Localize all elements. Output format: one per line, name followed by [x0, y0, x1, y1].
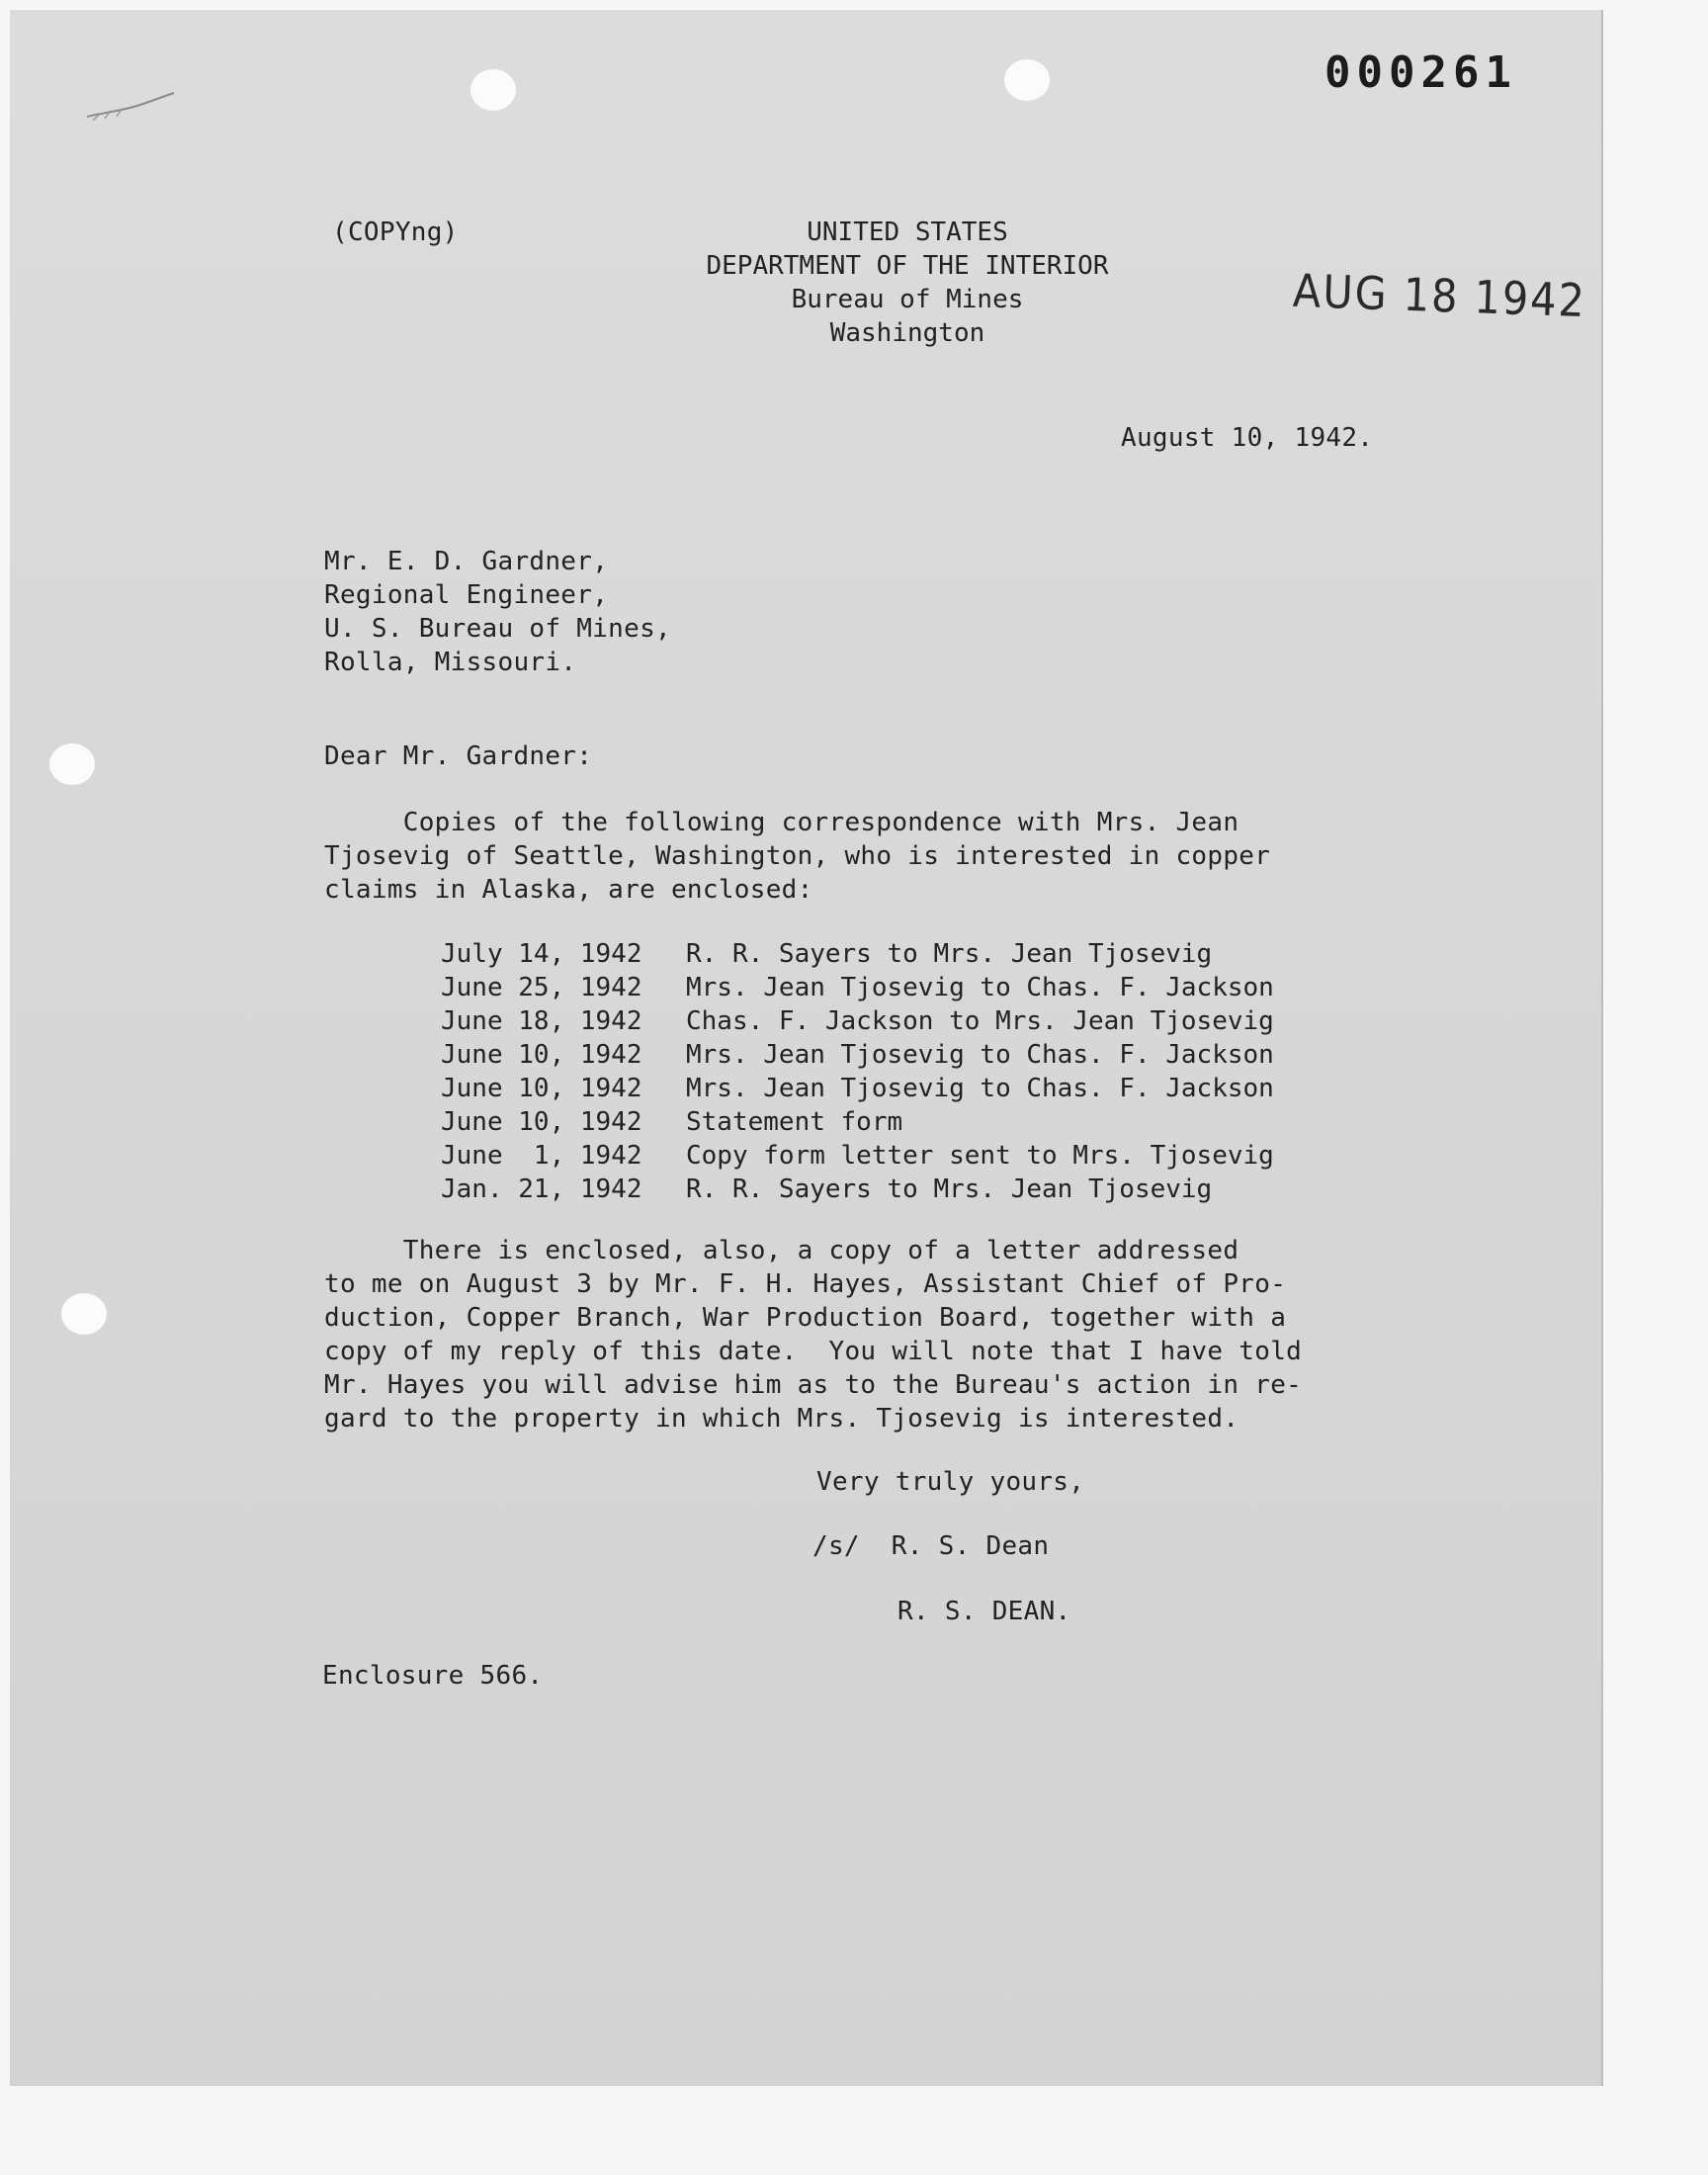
closing: Very truly yours,	[816, 1467, 1085, 1497]
item-description: Mrs. Jean Tjosevig to Chas. F. Jackson	[686, 1074, 1274, 1103]
pencil-mark-icon	[83, 87, 178, 127]
item-description: Statement form	[686, 1107, 903, 1137]
signature-line: /s/ R. S. Dean	[812, 1531, 1050, 1561]
item-date: June 10, 1942	[441, 1040, 642, 1070]
address-line: Regional Engineer,	[324, 580, 609, 610]
item-description: Chas. F. Jackson to Mrs. Jean Tjosevig	[686, 1006, 1274, 1036]
item-date: June 18, 1942	[441, 1006, 642, 1036]
paragraph-line: Copies of the following correspondence with Mrs. Jean	[324, 808, 1239, 837]
letterhead-line: DEPARTMENT OF THE INTERIOR	[706, 251, 1109, 281]
punch-hole	[1004, 59, 1050, 101]
item-date: June 10, 1942	[441, 1074, 642, 1103]
list-item	[441, 1139, 1274, 1173]
list-item	[441, 1038, 1274, 1072]
recipient-address	[324, 545, 671, 679]
received-date-stamp: AUG 18 1942	[1292, 263, 1587, 328]
item-description: R. R. Sayers to Mrs. Jean Tjosevig	[686, 1174, 1213, 1204]
letterhead-line: Washington	[829, 318, 985, 348]
list-item	[441, 1004, 1274, 1038]
item-date: June 1, 1942	[441, 1141, 642, 1171]
punch-hole	[61, 1293, 107, 1335]
list-item	[441, 1105, 1274, 1139]
paragraph-line: There is enclosed, also, a copy of a letter addressed	[324, 1236, 1239, 1265]
address-line: Rolla, Missouri.	[324, 648, 577, 677]
address-line: U. S. Bureau of Mines,	[324, 614, 671, 644]
document-page	[10, 10, 1603, 2086]
salutation: Dear Mr. Gardner:	[324, 741, 593, 771]
list-item	[441, 1173, 1274, 1206]
punch-hole	[470, 69, 516, 111]
enclosure-note: Enclosure 566.	[322, 1661, 544, 1691]
item-description: Copy form letter sent to Mrs. Tjosevig	[686, 1141, 1274, 1171]
item-date: June 10, 1942	[441, 1107, 642, 1137]
item-description: Mrs. Jean Tjosevig to Chas. F. Jackson	[686, 973, 1274, 1002]
body-paragraph-2	[324, 1234, 1352, 1436]
signer-name: R. S. DEAN.	[897, 1597, 1071, 1626]
letterhead-line: UNITED STATES	[807, 218, 1008, 247]
letterhead-line: Bureau of Mines	[791, 285, 1024, 314]
copy-mark: (COPYng)	[332, 218, 459, 247]
item-date: Jan. 21, 1942	[441, 1174, 642, 1204]
document-number-stamp: 000261	[1324, 47, 1517, 98]
item-date: July 14, 1942	[441, 939, 642, 969]
paragraph-line: copy of my reply of this date. You will note that I have told	[324, 1337, 1303, 1366]
address-line: Mr. E. D. Gardner,	[324, 547, 609, 576]
list-item	[441, 937, 1274, 971]
paragraph-line: Mr. Hayes you will advise him as to the Bureau's action in re-	[324, 1370, 1303, 1400]
body-paragraph-1	[324, 806, 1352, 907]
list-item	[441, 971, 1274, 1004]
item-description: R. R. Sayers to Mrs. Jean Tjosevig	[686, 939, 1213, 969]
item-date: June 25, 1942	[441, 973, 642, 1002]
list-item	[441, 1072, 1274, 1105]
paragraph-line: Tjosevig of Seattle, Washington, who is interested in copper	[324, 841, 1271, 871]
letter-date: August 10, 1942.	[1121, 423, 1374, 453]
item-description: Mrs. Jean Tjosevig to Chas. F. Jackson	[686, 1040, 1274, 1070]
paragraph-line: claims in Alaska, are enclosed:	[324, 875, 813, 905]
correspondence-list	[441, 937, 1274, 1206]
paragraph-line: gard to the property in which Mrs. Tjosevig is interested.	[324, 1404, 1239, 1434]
paragraph-line: duction, Copper Branch, War Production Board, together with a	[324, 1303, 1287, 1333]
punch-hole	[49, 743, 95, 785]
paragraph-line: to me on August 3 by Mr. F. H. Hayes, Assistant Chief of Pro-	[324, 1269, 1287, 1299]
